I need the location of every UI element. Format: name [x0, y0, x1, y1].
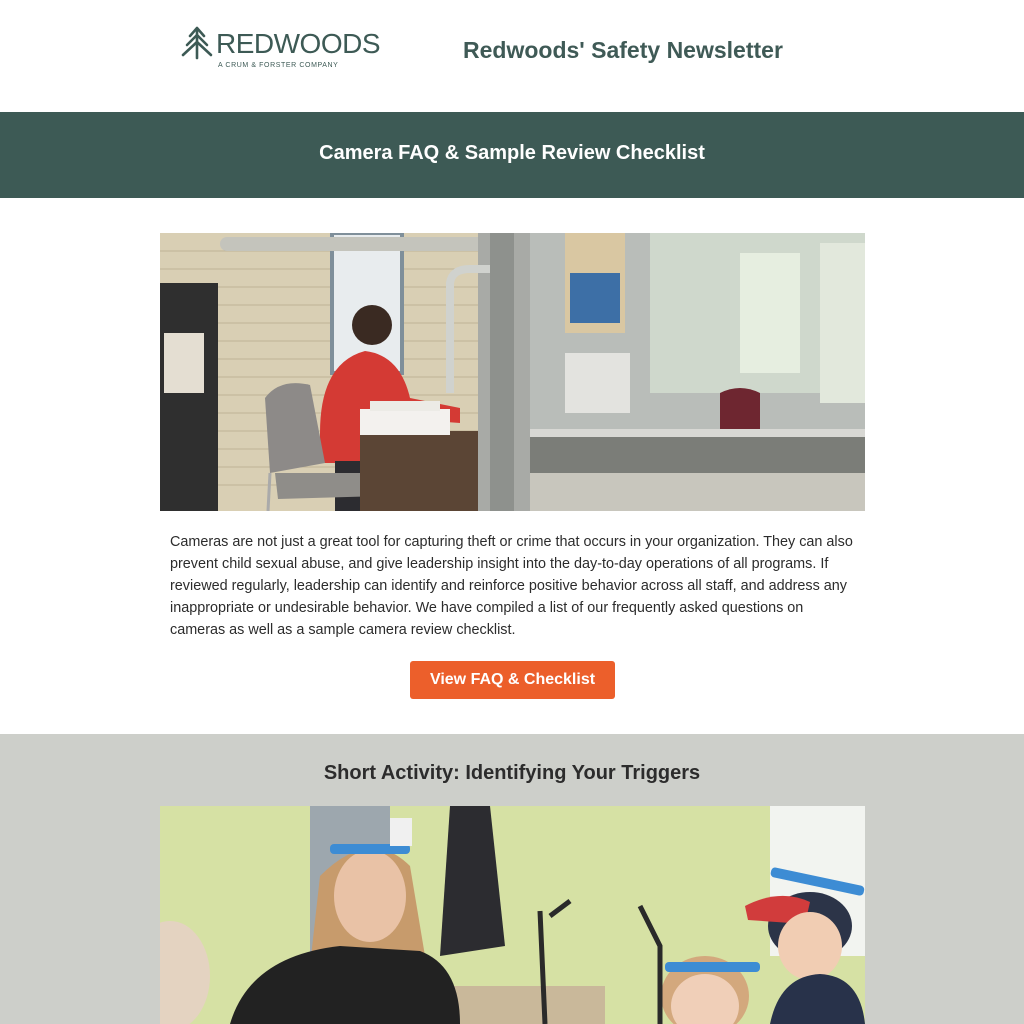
article-banner [0, 112, 1024, 198]
logo-wordmark: REDWOODS [216, 28, 380, 59]
logo-tagline: A CRUM & FORSTER COMPANY [218, 62, 339, 69]
activity-title: Short Activity: Identifying Your Triggers [323, 762, 701, 784]
newsletter-title: Redwoods' Safety Newsletter [463, 37, 783, 63]
banner-title: Camera FAQ & Sample Review Checklist [319, 142, 705, 164]
newsletter-header [0, 0, 1024, 112]
classroom-activity-photo [160, 806, 865, 1024]
view-faq-checklist-button[interactable]: View FAQ & Checklist [410, 661, 615, 699]
pine-tree-icon [180, 26, 214, 60]
article-body-text: Cameras are not just a great tool for capturing theft or crime that occurs in your organization. They can also prevent child sexual abuse, and give leadership insight into the day-to-day operations of all programs. If reviewed regularly, leadership can identify and reinforce positive behavior across all staff, and address any inappropriate or undesirable behavior. We have compiled a list of our frequently asked questions on cameras as well as a sample camera review checklist. [170, 534, 853, 638]
office-photo [160, 233, 865, 511]
activity-section [0, 734, 1024, 1024]
redwoods-logo[interactable] [178, 24, 378, 74]
